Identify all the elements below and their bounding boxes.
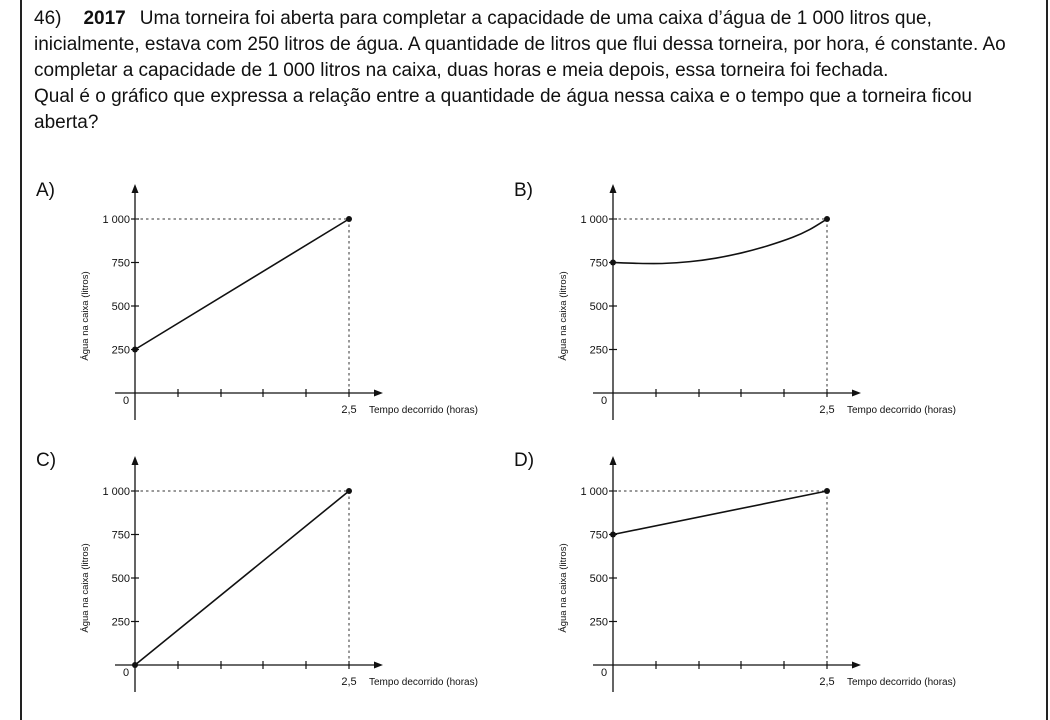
y-tick-label: 250 xyxy=(589,616,608,629)
series-line xyxy=(135,491,349,665)
question-number: 46) xyxy=(34,8,62,29)
y-tick-label: 250 xyxy=(111,344,130,357)
question-year: 2017 xyxy=(83,8,126,29)
chart-option-d[interactable] xyxy=(518,450,1018,720)
series-line xyxy=(613,219,827,264)
end-point-marker xyxy=(346,488,352,494)
x-tick-label-origin: 0 xyxy=(600,395,608,407)
question-block xyxy=(34,6,1029,136)
x-axis-title: Tempo decorrido (horas) xyxy=(847,405,956,416)
x-tick-label-end: 2,5 xyxy=(819,676,835,688)
left-margin-rule xyxy=(20,0,22,720)
y-tick-label: 250 xyxy=(111,616,130,629)
x-axis-arrow xyxy=(374,662,383,669)
y-tick-label: 1 000 xyxy=(102,486,130,498)
option-b-label[interactable]: B) xyxy=(514,180,533,201)
end-point-marker xyxy=(824,488,830,494)
start-point-marker xyxy=(610,260,616,266)
y-tick-label: 250 xyxy=(589,344,608,357)
start-point-marker xyxy=(610,532,616,538)
x-axis-title: Tempo decorrido (horas) xyxy=(847,677,956,688)
y-tick-label: 750 xyxy=(111,257,130,270)
x-tick-label-end: 2,5 xyxy=(341,676,357,688)
x-tick-label-origin: 0 xyxy=(122,667,130,679)
question-statement xyxy=(34,6,1029,84)
y-tick-label: 500 xyxy=(589,301,608,313)
y-tick-label: 500 xyxy=(111,301,130,313)
y-axis-arrow xyxy=(132,456,139,465)
start-point-marker xyxy=(132,347,138,353)
x-tick-label-origin: 0 xyxy=(122,395,130,407)
chart-option-a[interactable] xyxy=(40,178,540,448)
y-axis-title: Água na caixa (litros) xyxy=(80,543,91,633)
x-axis-arrow xyxy=(374,390,383,397)
chart-svg xyxy=(40,450,540,720)
x-axis-title: Tempo decorrido (horas) xyxy=(369,405,478,416)
end-point-marker xyxy=(346,216,352,222)
chart-option-c[interactable] xyxy=(40,450,540,720)
x-axis-title: Tempo decorrido (horas) xyxy=(369,677,478,688)
start-point-marker xyxy=(132,662,138,668)
option-c-label[interactable]: C) xyxy=(36,450,57,471)
y-axis-title: Água na caixa (litros) xyxy=(558,271,569,361)
question-text: Uma torneira foi aberta para completar a capacidade de uma caixa d’água de 1 000 litros que, inicialmente, estava com 250 litros de água. A quantidade de litros que flui dessa torneira, por hora, é constante. Ao completar a capacidade de 1 000 litros na caixa, duas horas e meia depois, essa torneira foi fechada. xyxy=(34,8,1006,81)
chart-svg xyxy=(40,178,540,448)
y-tick-label: 500 xyxy=(589,573,608,585)
option-d-label[interactable]: D) xyxy=(514,450,535,471)
option-a-label[interactable]: A) xyxy=(36,180,55,201)
x-axis-arrow xyxy=(852,390,861,397)
x-tick-label-origin: 0 xyxy=(600,667,608,679)
y-tick-label: 1 000 xyxy=(580,214,608,226)
chart-option-b[interactable] xyxy=(518,178,1018,448)
chart-svg xyxy=(518,178,1018,448)
question-prompt: Qual é o gráfico que expressa a relação entre a quantidade de água nessa caixa e o tempo que a torneira ficou aberta? xyxy=(34,86,972,133)
x-tick-label-end: 2,5 xyxy=(819,404,835,416)
right-margin-rule xyxy=(1046,0,1048,720)
y-tick-label: 750 xyxy=(589,529,608,542)
y-axis-arrow xyxy=(610,456,617,465)
y-axis-arrow xyxy=(132,184,139,193)
x-tick-label-end: 2,5 xyxy=(341,404,357,416)
y-tick-label: 500 xyxy=(111,573,130,585)
y-axis-arrow xyxy=(610,184,617,193)
y-tick-label: 750 xyxy=(589,257,608,270)
series-line xyxy=(613,491,827,535)
chart-svg xyxy=(518,450,1018,720)
y-tick-label: 750 xyxy=(111,529,130,542)
y-tick-label: 1 000 xyxy=(102,214,130,226)
y-tick-label: 1 000 xyxy=(580,486,608,498)
end-point-marker xyxy=(824,216,830,222)
series-line xyxy=(135,219,349,350)
y-axis-title: Água na caixa (litros) xyxy=(80,271,91,361)
x-axis-arrow xyxy=(852,662,861,669)
y-axis-title: Água na caixa (litros) xyxy=(558,543,569,633)
